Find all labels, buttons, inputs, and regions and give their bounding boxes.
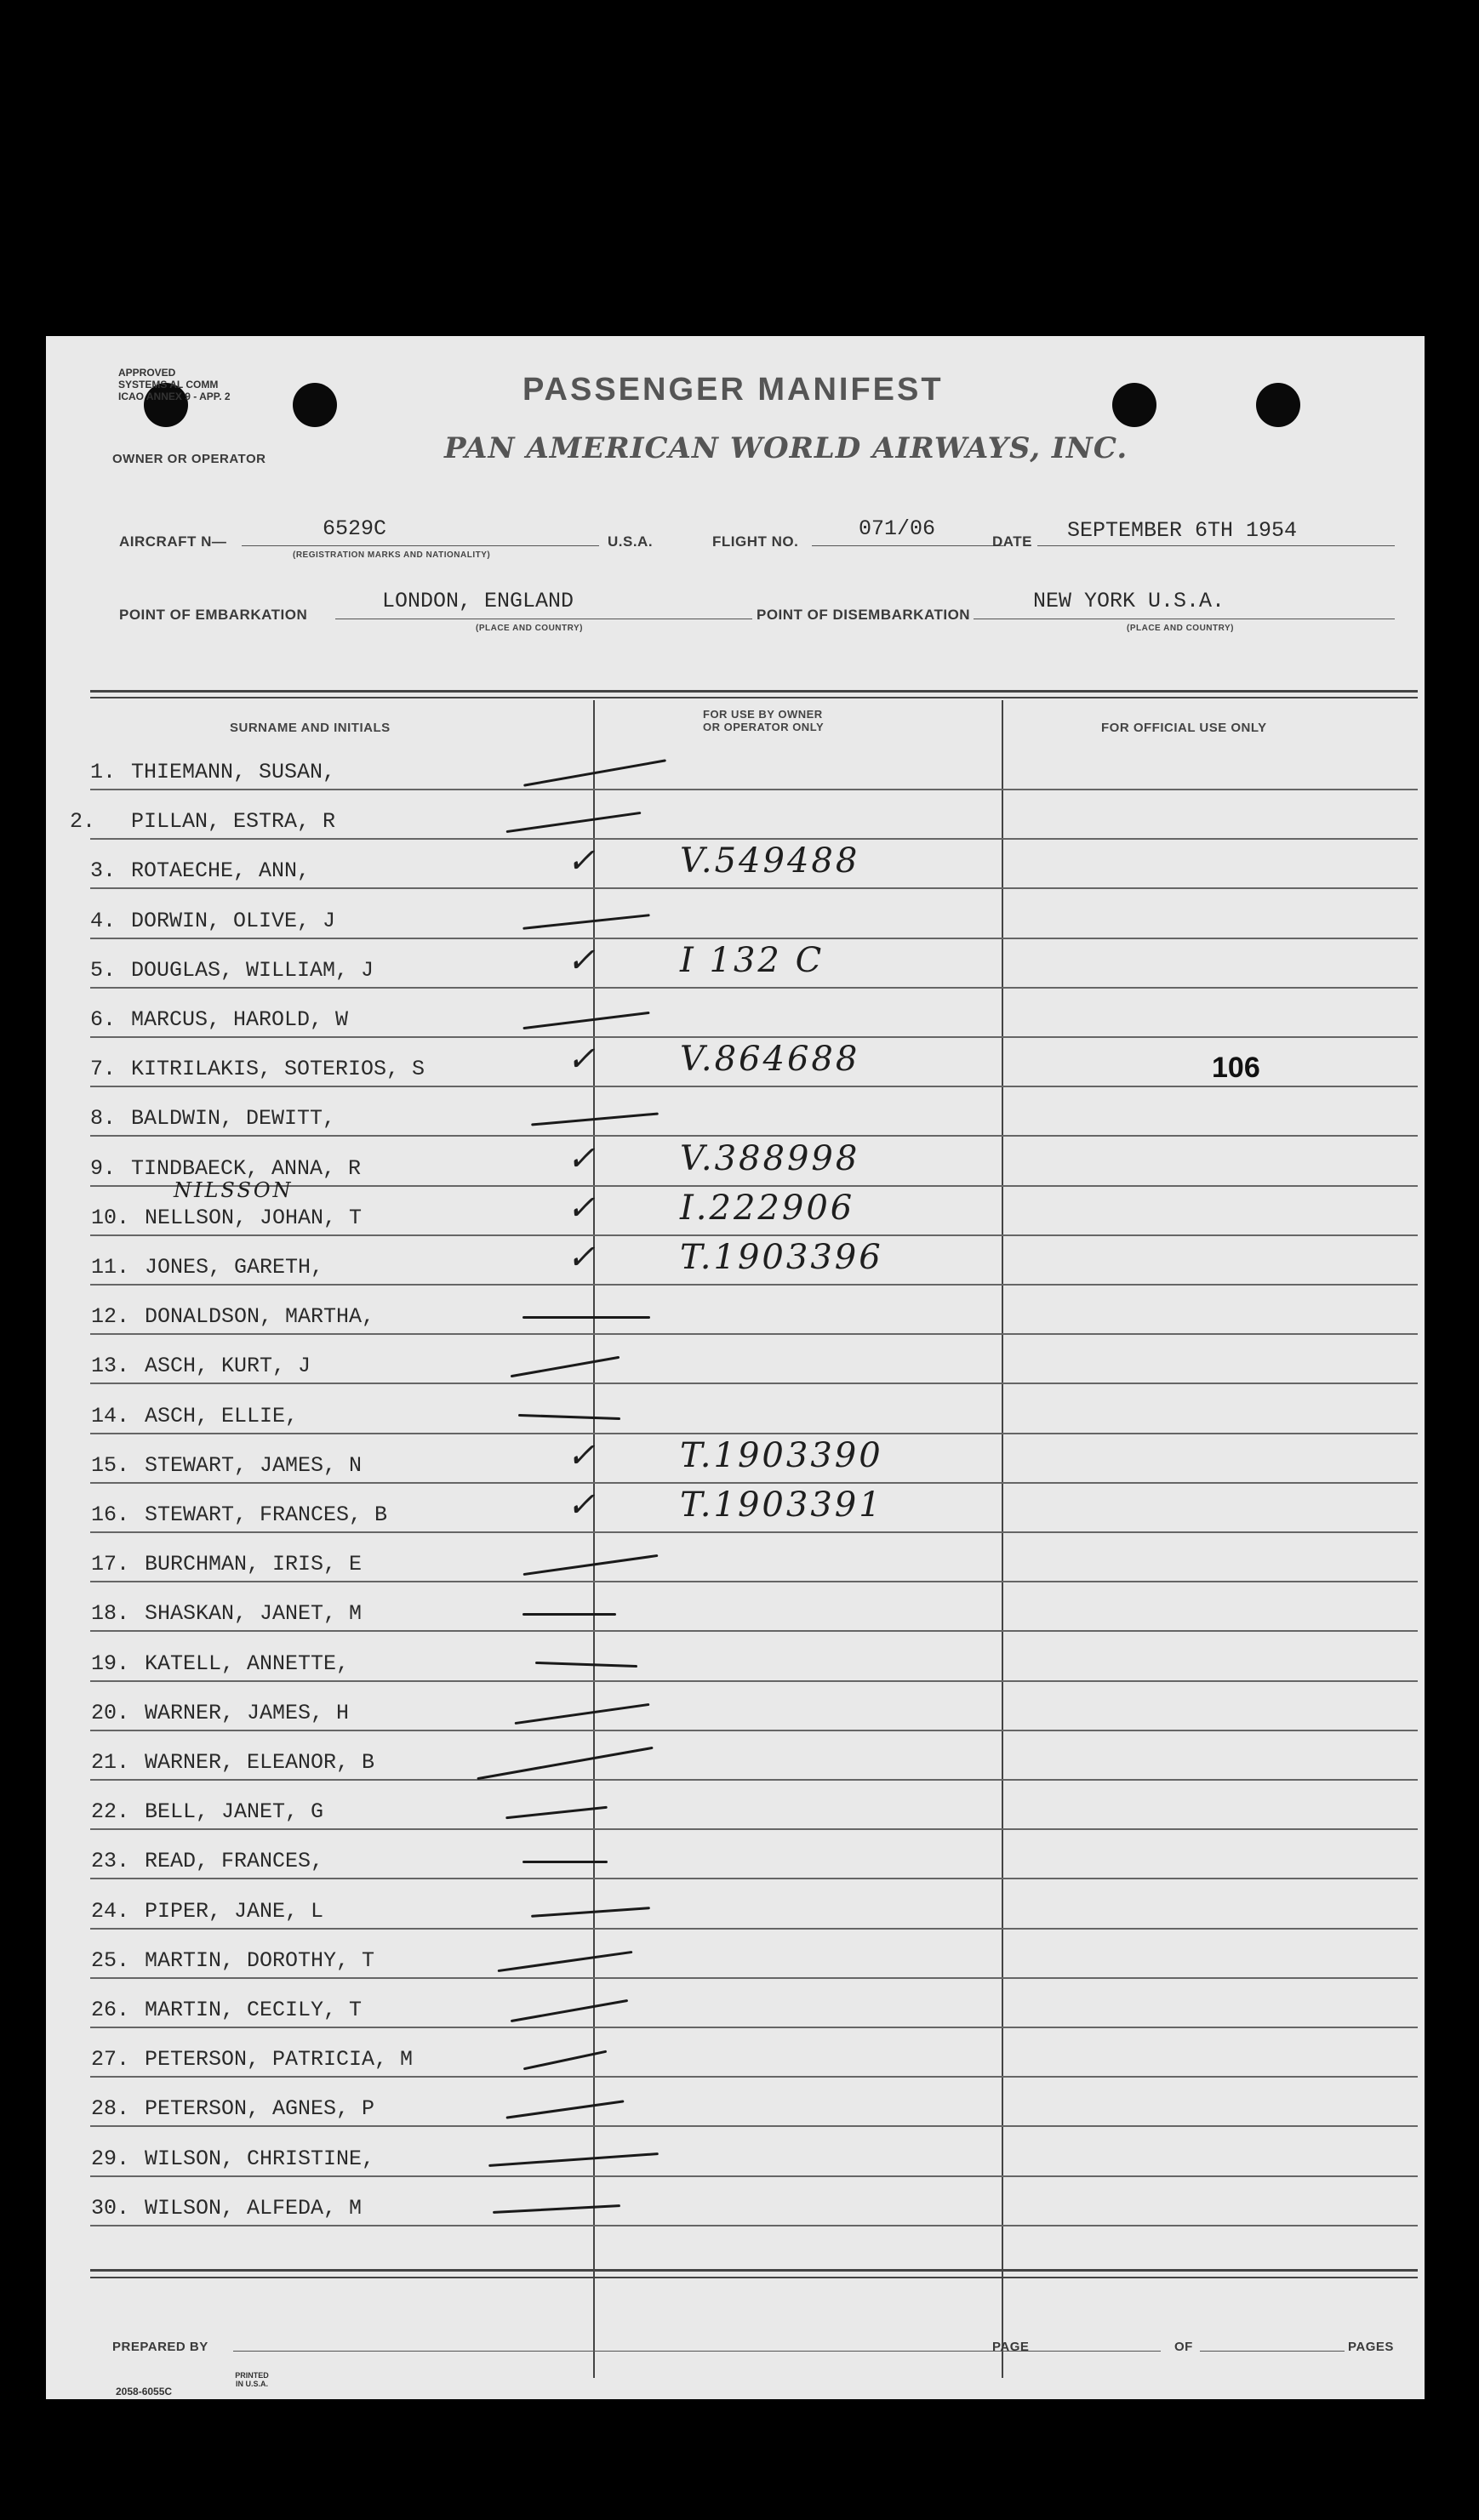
table-bottom-rule xyxy=(90,2269,1418,2272)
row-line xyxy=(90,1531,1418,1533)
row-line xyxy=(90,1482,1418,1484)
row-number: 28. xyxy=(90,2096,129,2122)
usa-label: U.S.A. xyxy=(608,533,654,550)
pen-dash-icon xyxy=(523,759,666,786)
pen-dash-icon xyxy=(531,1113,659,1126)
row-line xyxy=(90,1828,1418,1830)
passenger-name: NELLSON, JOHAN, T xyxy=(145,1205,363,1230)
row-line xyxy=(90,1878,1418,1879)
date-label: DATE xyxy=(992,533,1033,550)
flight-label: FLIGHT NO. xyxy=(712,533,799,550)
check-mark-icon: ✓ xyxy=(567,1435,598,1475)
passenger-name: WILSON, CHRISTINE, xyxy=(145,2146,375,2171)
row-line xyxy=(90,1581,1418,1582)
row-line xyxy=(90,789,1418,790)
aircraft-label: AIRCRAFT N— xyxy=(119,533,227,550)
check-mark-icon: ✓ xyxy=(567,1188,598,1228)
row-line xyxy=(90,1086,1418,1087)
check-mark-icon: ✓ xyxy=(567,1040,598,1080)
prepared-by-line xyxy=(233,2351,1033,2352)
passenger-name: KITRILAKIS, SOTERIOS, S xyxy=(131,1057,425,1082)
pages-label: PAGES xyxy=(1348,2340,1394,2354)
row-number: 17. xyxy=(90,1552,129,1577)
airline-name: PAN AMERICAN WORLD AIRWAYS, INC. xyxy=(444,431,1128,465)
row-line xyxy=(90,1036,1418,1038)
row-number: 13. xyxy=(90,1354,129,1379)
passenger-name: ASCH, KURT, J xyxy=(145,1354,311,1379)
row-line xyxy=(90,1928,1418,1930)
passenger-name: MARCUS, HAROLD, W xyxy=(131,1007,349,1032)
passenger-name: PETERSON, AGNES, P xyxy=(145,2096,375,2122)
owner-reference-code: I 132 C xyxy=(680,940,825,980)
check-mark-icon: ✓ xyxy=(567,1138,598,1178)
approval-line: ICAO ANNEX 9 - APP. 2 xyxy=(118,391,231,402)
row-number: 4. xyxy=(89,908,116,933)
pen-dash-icon xyxy=(498,1951,633,1972)
passenger-name: PIPER, JANE, L xyxy=(145,1898,324,1924)
col-surname-header: SURNAME AND INITIALS xyxy=(230,721,391,735)
of-label: OF xyxy=(1174,2340,1193,2354)
row-line xyxy=(90,1284,1418,1286)
row-number: 7. xyxy=(89,1057,116,1082)
passenger-name: STEWART, FRANCES, B xyxy=(145,1502,388,1527)
punch-hole-icon xyxy=(293,383,337,427)
row-line xyxy=(90,1234,1418,1236)
flight-line xyxy=(812,545,1003,546)
row-number: 1. xyxy=(89,760,116,784)
check-mark-icon: ✓ xyxy=(567,841,598,881)
check-mark-icon: ✓ xyxy=(567,1238,598,1277)
passenger-name: JONES, GARETH, xyxy=(145,1255,324,1280)
disembarkation-value: NEW YORK U.S.A. xyxy=(1033,589,1225,613)
pen-dash-icon xyxy=(477,1747,653,1780)
passenger-name: BALDWIN, DEWITT, xyxy=(131,1106,336,1132)
pen-dash-icon xyxy=(488,2152,659,2167)
handwritten-correction: NILSSON xyxy=(174,1177,294,1202)
row-line xyxy=(90,887,1418,889)
row-number: 20. xyxy=(90,1700,129,1725)
row-line xyxy=(90,938,1418,939)
row-number: 10. xyxy=(90,1205,129,1230)
owner-reference-code: T.1903396 xyxy=(680,1238,883,1277)
owner-reference-code: T.1903390 xyxy=(680,1435,883,1475)
embarkation-label: POINT OF EMBARKATION xyxy=(119,607,308,623)
passenger-name: WARNER, ELEANOR, B xyxy=(145,1750,375,1775)
passenger-name: MARTIN, CECILY, T xyxy=(145,1998,363,2022)
registration-note: (REGISTRATION MARKS AND NATIONALITY) xyxy=(293,550,491,560)
row-number: 15. xyxy=(90,1452,129,1478)
pen-dash-icon xyxy=(493,2204,620,2214)
row-number: 12. xyxy=(90,1304,129,1330)
passenger-name: WILSON, ALFEDA, M xyxy=(145,2195,363,2221)
col-owner-header: FOR USE BY OWNER xyxy=(703,708,823,721)
passenger-name: DONALDSON, MARTHA, xyxy=(145,1304,375,1330)
row-line xyxy=(90,838,1418,840)
table-top-rule xyxy=(90,697,1418,698)
row-line xyxy=(90,1333,1418,1335)
date-line xyxy=(1037,545,1395,546)
aircraft-value: 6529C xyxy=(323,516,387,541)
row-line xyxy=(90,2175,1418,2177)
table-bottom-rule xyxy=(90,2277,1418,2278)
check-mark-icon: ✓ xyxy=(567,1485,598,1525)
row-number: 21. xyxy=(90,1750,129,1775)
row-number: 25. xyxy=(90,1947,129,1973)
manifest-sheet xyxy=(46,336,1425,2399)
row-number: 16. xyxy=(90,1502,129,1527)
punch-hole-icon xyxy=(1112,383,1156,427)
row-number: 14. xyxy=(90,1403,129,1428)
row-number: 26. xyxy=(90,1998,129,2022)
pen-dash-icon xyxy=(515,1703,650,1725)
row-line xyxy=(90,1630,1418,1632)
approval-line: APPROVED xyxy=(118,367,176,379)
form-number: 2058-6055C xyxy=(116,2386,173,2397)
pen-dash-icon xyxy=(523,914,649,930)
row-number: 3. xyxy=(89,858,116,884)
row-line xyxy=(90,2076,1418,2078)
row-number: 23. xyxy=(90,1849,129,1874)
owner-reference-code: V.388998 xyxy=(680,1138,860,1178)
passenger-name: STEWART, JAMES, N xyxy=(145,1452,363,1478)
passenger-name: PETERSON, PATRICIA, M xyxy=(145,2047,414,2072)
passenger-name: ROTAECHE, ANN, xyxy=(131,858,311,884)
passenger-name: ASCH, ELLIE, xyxy=(145,1403,299,1428)
pen-dash-icon xyxy=(511,1356,620,1378)
row-line xyxy=(90,2027,1418,2028)
table-top-rule xyxy=(90,690,1418,693)
passenger-name: THIEMANN, SUSAN, xyxy=(131,760,336,784)
row-line xyxy=(90,987,1418,989)
row-line xyxy=(90,2225,1418,2226)
row-line xyxy=(90,1779,1418,1781)
row-number: 8. xyxy=(89,1106,116,1132)
aircraft-line xyxy=(242,545,599,546)
col-owner-header: OR OPERATOR ONLY xyxy=(703,721,825,733)
row-line xyxy=(90,1680,1418,1682)
page-line xyxy=(1033,2351,1161,2352)
passenger-name: MARTIN, DOROTHY, T xyxy=(145,1947,375,1973)
prepared-by-label: PREPARED BY xyxy=(112,2340,208,2354)
row-number: 22. xyxy=(90,1799,129,1825)
page-title: PASSENGER MANIFEST xyxy=(523,372,944,408)
row-number: 2. xyxy=(69,809,95,835)
check-mark-icon: ✓ xyxy=(567,940,598,980)
owner-reference-code: T.1903391 xyxy=(680,1485,883,1525)
row-number: 27. xyxy=(90,2047,129,2072)
col-official-header: FOR OFFICIAL USE ONLY xyxy=(1101,721,1267,735)
pen-dash-icon xyxy=(518,1414,620,1420)
owner-reference-code: V.549488 xyxy=(680,841,860,881)
passenger-name: KATELL, ANNETTE, xyxy=(145,1651,350,1676)
owner-reference-code: I.222906 xyxy=(680,1188,855,1228)
owner-reference-code: V.864688 xyxy=(680,1040,860,1080)
date-value: SEPTEMBER 6TH 1954 xyxy=(1067,518,1298,543)
flight-value: 071/06 xyxy=(859,516,936,541)
pen-dash-icon xyxy=(531,1907,650,1918)
passenger-name: TINDBAECK, ANNA, R xyxy=(131,1155,362,1181)
place-note-1: (PLACE AND COUNTRY) xyxy=(476,624,583,633)
row-number: 11. xyxy=(90,1255,129,1280)
row-number: 6. xyxy=(89,1007,116,1032)
row-number: 24. xyxy=(90,1898,129,1924)
row-number: 30. xyxy=(90,2195,129,2221)
passenger-name: SHASKAN, JANET, M xyxy=(145,1601,363,1627)
row-number: 5. xyxy=(89,957,116,983)
owner-label: OWNER OR OPERATOR xyxy=(112,452,266,466)
official-number: 106 xyxy=(1212,1052,1260,1085)
row-number: 18. xyxy=(90,1601,129,1627)
punch-hole-icon xyxy=(1256,383,1300,427)
passenger-name: WARNER, JAMES, H xyxy=(145,1700,350,1725)
pen-dash-icon xyxy=(523,1012,649,1029)
embarkation-value: LONDON, ENGLAND xyxy=(382,589,574,613)
pen-dash-icon xyxy=(523,1554,659,1576)
passenger-name: BURCHMAN, IRIS, E xyxy=(145,1552,363,1577)
approval-line: SYSTEMS AL COMM xyxy=(118,379,219,391)
row-line xyxy=(90,1730,1418,1731)
printed-stamp: PRINTED IN U.S.A. xyxy=(235,2371,269,2388)
passenger-name: BELL, JANET, G xyxy=(145,1799,324,1825)
disembarkation-label: POINT OF DISEMBARKATION xyxy=(757,607,971,623)
place-note-2: (PLACE AND COUNTRY) xyxy=(1127,624,1234,633)
pen-dash-icon xyxy=(523,1861,608,1863)
pen-dash-icon xyxy=(505,2101,624,2119)
row-line xyxy=(90,1135,1418,1137)
pen-dash-icon xyxy=(523,1613,616,1616)
page-label: PAGE xyxy=(992,2340,1030,2354)
passenger-name: PILLAN, ESTRA, R xyxy=(131,809,336,835)
row-line xyxy=(90,1433,1418,1434)
row-number: 29. xyxy=(90,2146,129,2171)
row-number: 19. xyxy=(90,1651,129,1676)
pen-dash-icon xyxy=(505,1806,608,1820)
passenger-name: DOUGLAS, WILLIAM, J xyxy=(131,957,374,983)
pen-dash-icon xyxy=(506,812,642,833)
row-line xyxy=(90,1977,1418,1979)
row-number: 9. xyxy=(89,1155,116,1181)
pen-dash-icon xyxy=(535,1662,637,1668)
row-line xyxy=(90,1383,1418,1384)
pen-dash-icon xyxy=(511,1999,628,2022)
of-line xyxy=(1200,2351,1345,2352)
row-line xyxy=(90,2125,1418,2127)
pen-dash-icon xyxy=(523,1316,650,1319)
passenger-name: READ, FRANCES, xyxy=(145,1849,324,1874)
passenger-name: DORWIN, OLIVE, J xyxy=(131,908,336,933)
